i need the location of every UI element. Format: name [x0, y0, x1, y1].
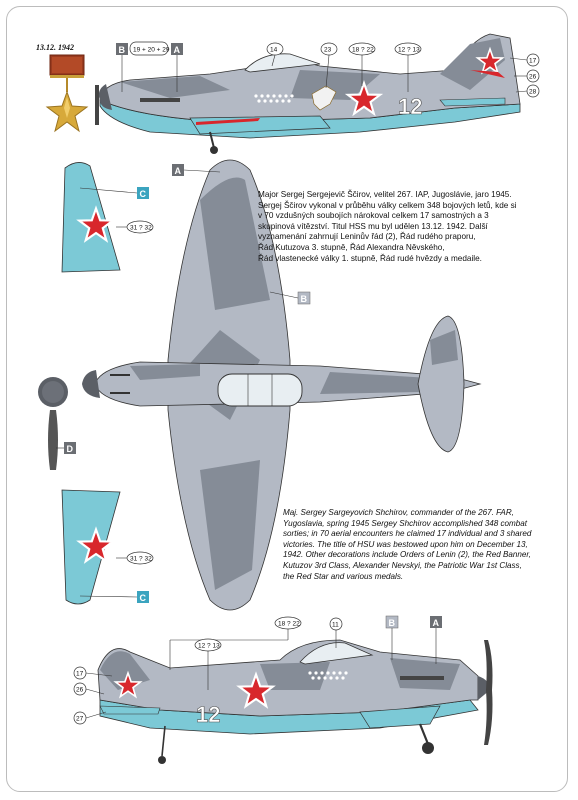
callout-31-lower: 31 ? 32 — [130, 555, 152, 563]
czech-description — [258, 190, 558, 264]
callout-23-top: 23 — [324, 46, 332, 54]
svg-text:B: B — [300, 294, 307, 304]
callout-27-bottom: 27 — [76, 715, 84, 723]
svg-text:B: B — [118, 45, 125, 55]
callout-12-bottom: 12 ? 13 — [198, 642, 220, 650]
english-line: Kutuzov 3rd Class, Alexander Nevskyi, the Patriotic War 1st Class, — [283, 560, 522, 570]
medal-date: 13.12. 1942 — [36, 43, 74, 52]
propeller-detail — [38, 377, 76, 470]
top-fuselage-number: 12 — [398, 94, 423, 119]
english-line: Yugoslavia, spring 1945 Sergey Shchirov accomplished 348 combat — [283, 518, 528, 528]
english-line: sorties; in 70 aerial encounters he claimed 17 individual and 3 shared — [283, 529, 532, 539]
callout-17-top: 17 — [529, 57, 537, 65]
czech-line: Řád vlastenecké války 1. stupně, Řád rudé hvězdy a medaile. — [258, 253, 482, 263]
svg-text:C: C — [139, 189, 146, 199]
callout-26-top: 26 — [529, 73, 537, 81]
callout-26-bottom: 26 — [76, 686, 84, 694]
svg-text:D: D — [66, 444, 73, 454]
czech-line: vyznamenání zahrnují Leninův řád (2), Řád rudého praporu, — [258, 232, 476, 242]
svg-text:B: B — [388, 618, 395, 628]
gold-star-medal — [47, 55, 87, 131]
callout-12-top: 12 ? 13 — [398, 46, 420, 54]
plan-canopy — [218, 374, 302, 406]
english-line: the Red Star and various medals. — [283, 571, 404, 581]
callout-14-top: 14 — [270, 46, 278, 54]
english-line: 1942. Other decorations include Orders of Lenin (2), the Red Banner, — [283, 550, 531, 560]
svg-text:A: A — [432, 618, 439, 628]
czech-line: Sergej Ščirov vykonal v průběhu války celkem 348 bojových letů, kde si — [258, 200, 517, 210]
bottom-side-profile — [98, 640, 493, 764]
upper-wing-underside-panel — [62, 162, 153, 272]
english-line: Maj. Sergey Sargeyovich Shchirov, commander of the 267. FAR, — [283, 508, 514, 517]
czech-line: v 70 vzdušných soubojích nárokoval celkem 17 samostných a 3 — [258, 211, 489, 221]
czech-line: Řád Kutuzova 3. stupně, Řád Alexandra Něvského, — [258, 242, 445, 252]
czech-line: Major Sergej Sergejevič Ščirov, velitel 267. IAP, Jugoslávie, jaro 1945. — [258, 190, 512, 199]
english-description — [283, 508, 568, 582]
callout-28-top: 28 — [529, 88, 537, 96]
svg-text:A: A — [173, 45, 180, 55]
callout-11-bottom: 11 — [332, 621, 339, 629]
callout-31-upper: 31 ? 32 — [130, 224, 152, 232]
callout-17-bottom: 17 — [76, 670, 84, 678]
czech-line: skupinová vítězství. Titul HSS mu byl udělen 13.12. 1942. Další — [258, 221, 488, 231]
callout-18-top: 18 ? 22 — [352, 46, 374, 54]
callout-18-bottom: 18 ? 22 — [278, 620, 300, 628]
stripes-callout: 19 + 20 + 29 — [133, 46, 170, 54]
lower-wing-underside-panel — [62, 490, 153, 604]
top-propeller — [95, 85, 99, 125]
english-line: victories. The title of HSU was bestowed upon him on December 13, — [283, 539, 528, 549]
bottom-fuselage-number: 12 — [196, 702, 221, 727]
svg-text:A: A — [174, 166, 181, 176]
svg-text:C: C — [139, 593, 146, 603]
